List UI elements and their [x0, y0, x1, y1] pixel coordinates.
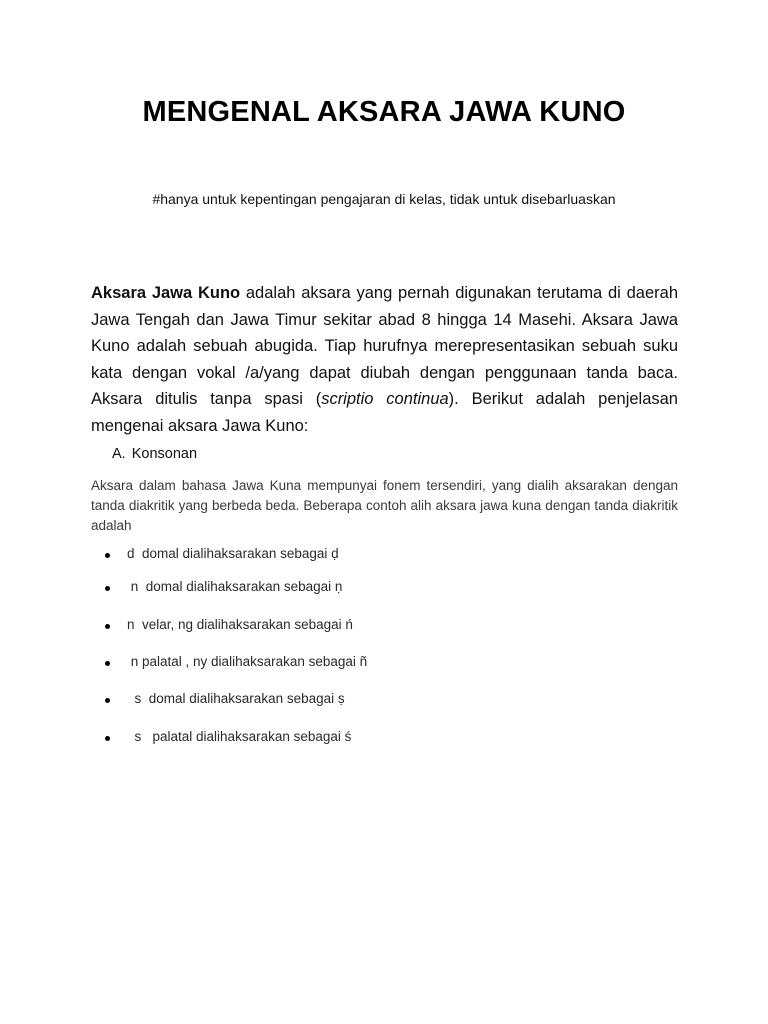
intro-bold-lead: Aksara Jawa Kuno	[91, 284, 241, 302]
document-title: MENGENAL AKSARA JAWA KUNO	[142, 96, 626, 128]
section-heading-text: Konsonan	[131, 446, 198, 462]
list-item-text: s palatal dialihaksarakan sebagai ś	[127, 729, 352, 744]
bullet-icon	[105, 736, 110, 741]
bullet-icon	[105, 586, 110, 591]
intro-italic-term: scriptio continua	[321, 390, 449, 408]
section-marker: A.	[112, 446, 126, 462]
list-item-text: n velar, ng dialihaksarakan sebagai ń	[127, 617, 353, 632]
section-heading	[112, 446, 197, 462]
intro-text-2: ). Berikut adalah penjelasan mengenai aksara Jawa Kuno:	[91, 390, 678, 435]
bullet-icon	[105, 698, 110, 703]
bullet-icon	[105, 624, 110, 629]
bullet-icon	[105, 661, 110, 666]
usage-note: #hanya untuk kepentingan pengajaran di kelas, tidak untuk disebarluaskan	[152, 191, 616, 207]
bullet-icon	[105, 553, 110, 558]
list-item-text: s domal dialihaksarakan sebagai ṣ	[127, 691, 345, 706]
list-item-text: d domal dialihaksarakan sebagai ḍ	[127, 546, 339, 561]
intro-text-1: adalah aksara yang pernah digunakan terutama di daerah Jawa Tengah dan Jawa Timur sekitar abad 8 hingga 14 Masehi. Aksara Jawa Kuno adalah sebuah abugida. Tiap hurufnya merepresentasikan sebuah suku kata dengan vokal /a/yang dapat diubah dengan penggunaan tanda baca. Aksara ditulis tanpa spasi (	[91, 284, 678, 408]
section-paragraph: Aksara dalam bahasa Jawa Kuna mempunyai fonem tersendiri, yang dialih aksarakan dengan tanda diakritik yang berbeda beda. Beberapa contoh alih aksara jawa kuna dengan tanda diakritik adalah	[91, 478, 678, 533]
list-item-text: n domal dialihaksarakan sebagai ṇ	[127, 579, 343, 594]
list-item-text: n palatal , ny dialihaksarakan sebagai ñ	[127, 654, 368, 669]
intro-paragraph	[91, 280, 678, 439]
